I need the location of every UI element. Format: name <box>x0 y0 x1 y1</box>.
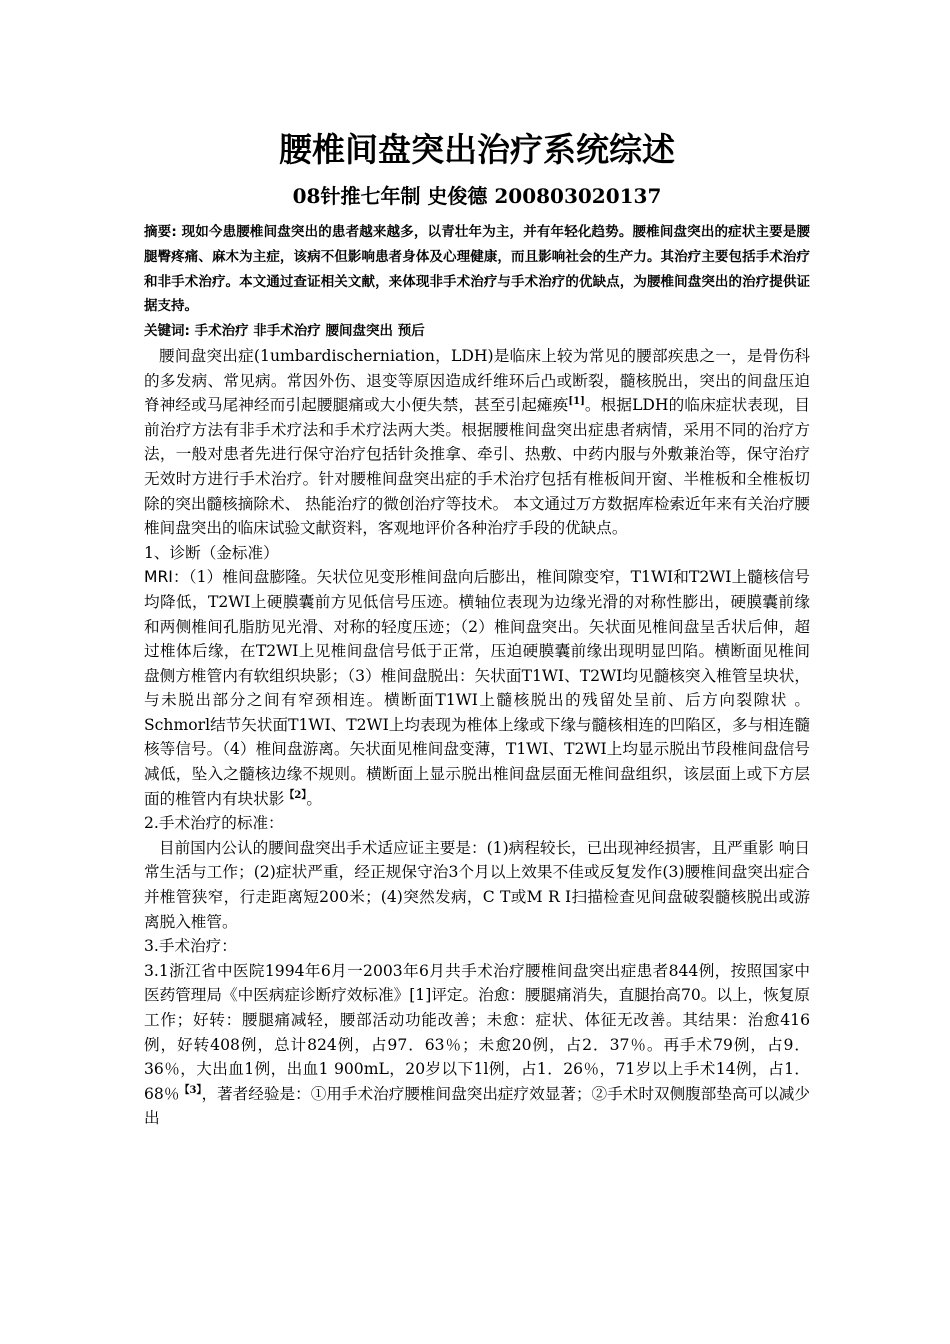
author-line: 08针推七年制 史俊德 200803020137 <box>292 184 662 208</box>
section-1-text: （1）椎间盘膨隆。矢状位见变形椎间盘向后膨出，椎间隙变窄，T1WI和T2WI上髓核信号均降低，T2WI上硬膜囊前方见低信号压迹。横轴位表现为边缘光滑的对称性膨出，硬膜囊前缘和两侧椎间孔脂肪见光滑、对称的轻度压迹；（2）椎间盘突出。矢状面见椎间盘呈舌状后伸，超过椎体后缘，在T2WI上见椎间盘信号低于正常，压迫硬膜囊前缘出现明显凹陷。横断面见椎间盘侧方椎管内有软组织块影；（3）椎间盘脱出：矢状面T1WI、T2WI均见髓核突入椎管呈块状，与未脱出部分之间有窄颈相连。横断面T1WI上髓核脱出的残留处呈前、后方向裂隙状 。Schmorl结节矢状面T1WI、T2WI上均表现为椎体上缘或下缘与髓核相连的凹陷区，多与相连髓核等信号。（4）椎间盘游离。矢状面见椎间盘变薄，T1WI、T2WI上均显示脱出节段椎间盘信号减低，坠入之髓核边缘不规则。横断面上显示脱出椎间盘层面无椎间盘组织，该层面上或下方层面的椎管内有块状影 <box>144 568 810 808</box>
section-3-heading: 3.手术治疗： <box>144 937 237 956</box>
section-1-heading: 1、诊断（金标准） <box>144 543 279 562</box>
section-3-paragraph <box>144 959 810 1131</box>
intro-text-2: 。根据LDH的临床症状表现，目前治疗方法有非手术疗法和手术疗法两大类。根据腰椎间盘突出症患者病情，采用不同的治疗方法，一般对患者先进行保守治疗包括针灸推拿、牵引、热敷、中药内服与外敷兼治等，保守治疗无效时方进行手术治疗。针对腰椎间盘突出症的手术治疗包括有椎板间开窗、半椎板和全椎板切除的突出髓核摘除术、 热能治疗的微创治疗等技术。 本文通过万方数据库检索近年来有关治疗腰椎间盘突出的临床试验文献资料，客观地评价各种治疗手段的优缺点。 <box>144 396 810 538</box>
section-1-paragraph <box>144 565 810 811</box>
citation-3: 【3】 <box>179 1084 202 1096</box>
section-2-paragraph: 目前国内公认的腰间盘突出手术适应证主要是：(1)病程较长，已出现神经损害，且严重影 响日常生活与工作；(2)症状严重，经正规保守治3个月以上效果不佳或反复发作(3)腰椎间盘突出症合并椎管狭窄，行走距离短200米；(4)突然发病，C T或M R I扫描检查见间盘破裂髓核脱出或游离脱入椎管。 <box>144 838 810 931</box>
intro-paragraph <box>144 344 810 541</box>
intro-text-1: 腰间盘突出症(1umbardischerniation，LDH)是临床上较为常见的腰部疾患之一，是骨伤科的多发病、常见病。常因外伤、退变等原因造成纤维环后凸或断裂，髓核脱出，突出的间盘压迫脊神经或马尾神经而引起腰腿痛或大小便失禁，甚至引起瘫痪 <box>144 346 810 415</box>
mri-label: MRI： <box>144 568 189 587</box>
document-page <box>144 128 810 1131</box>
section-3-end: ，著者经验是：①用手术治疗腰椎间盘突出症疗效显著；②手术时双侧腹部垫高可以减少出 <box>144 1084 810 1128</box>
citation-2: 【2】 <box>284 789 307 801</box>
citation-1: [1] <box>568 395 585 407</box>
keywords: 关键词: 手术治疗 非手术治疗 腰间盘突出 预后 <box>144 323 425 340</box>
document-title: 腰椎间盘突出治疗系统综述 <box>279 130 675 169</box>
section-3-text: 3.1浙江省中医院1994年6月一2003年6月共手术治疗腰椎间盘突出症患者844例，按照国家中医药管理局《中医病症诊断疗效标准》[1]评定。治愈：腰腿痛消失，直腿抬高70。以上，恢复原工作；好转：腰腿痛减轻，腰部活动功能改善；未愈：症状、体征无改善。其结果：治愈416例，好转408例，总计824例，占97．63％；未愈20例，占2．37％。再手术79例，占9．36％，大出血1例，出血1 900mL，20岁以下1l例，占1．26％，71岁以上手术14例，占1．68％ <box>144 961 810 1103</box>
section-2-heading: 2.手术治疗的标准： <box>144 814 284 833</box>
section-1-end: 。 <box>306 789 322 808</box>
abstract: 摘要: 现如今患腰椎间盘突出的患者越来越多，以青壮年为主，并有年轻化趋势。腰椎间盘突出的症状主要是腰腿臀疼痛、麻木为主症，该病不但影响患者身体及心理健康，而且影响社会的生产力。其治疗主要包括手术治疗和非手术治疗。本文通过查证相关文献，来体现非手术治疗与手术治疗的优缺点，为腰椎间盘突出的治疗提供证据支持。 <box>144 224 810 315</box>
